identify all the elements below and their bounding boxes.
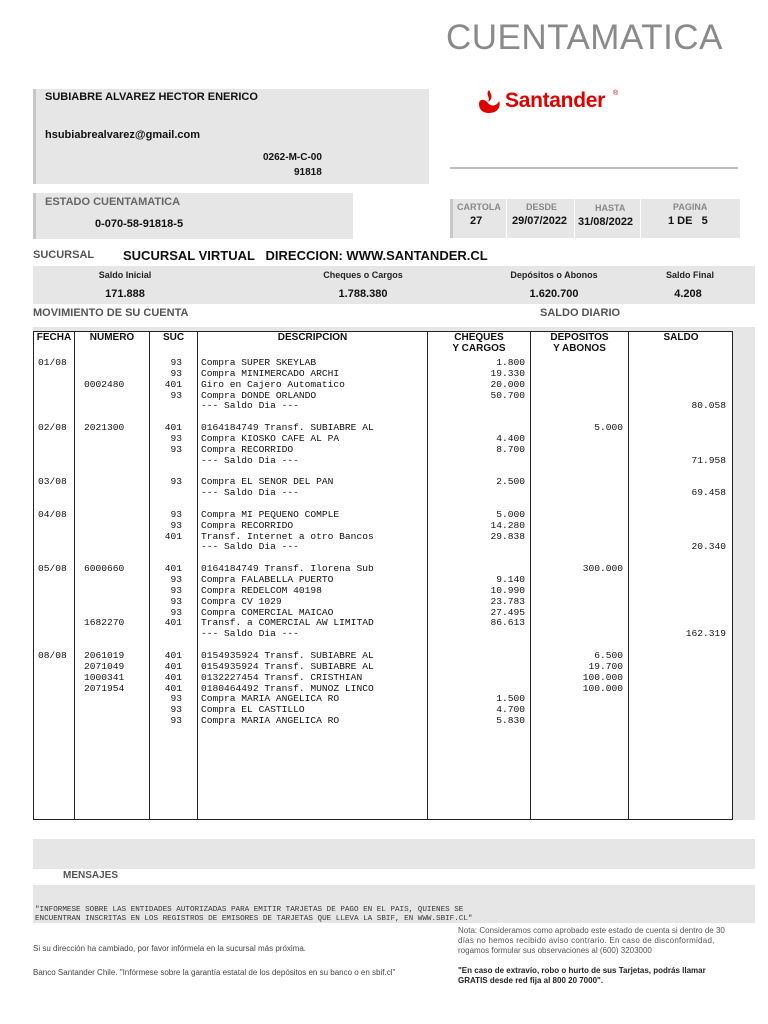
cell-abono: 5.000 [594,422,623,434]
alert-line-2: GRATIS desde red fija al 800 20 7000". [458,976,604,985]
col-numero: NUMERO [89,332,135,343]
cell-suc: 93 [170,574,182,585]
cell-cargo: 5.000 [496,508,525,520]
messages-label: MENSAJES [63,870,119,881]
cell-cargo: 10.990 [490,584,525,596]
cell-cargo: 14.280 [490,519,525,531]
message-line-2: ENCUENTRAN INSCRITAS EN LOS REGISTROS DE EMISORES DE TARJETAS QUE LLEVA LA SBIF, EN WWW.SBIF.CL" [35,915,473,923]
transactions-table [33,331,733,820]
message-line-1: "INFORMESE SOBRE LAS ENTIDADES AUTORIZADAS PARA EMITIR TARJETAS DE PAGO EN EL PAIS, QUIENES SE [35,906,464,914]
cell-desc: --- Saldo Dia --- [201,487,299,499]
table-row [34,629,732,640]
client-email: hsubiabrealvarez@gmail.com [45,129,201,141]
cell-desc: Compra MINIMERCADO ARCHI [201,367,340,379]
cell-saldo: 69.458 [691,487,726,499]
account-number: 0-070-58-91818-5 [95,218,184,230]
table-row [34,434,732,445]
cell-suc: 401 [164,422,182,434]
table-row [34,456,732,467]
table-row [34,380,732,391]
client-code-2: 91818 [294,167,322,178]
cell-suc: 93 [170,595,182,607]
cell-suc: 93 [170,357,182,368]
cell-cargo: 9.140 [496,574,525,585]
cell-desc: Compra KIOSKO CAFE AL PA [201,432,340,444]
cell-desc: 0154935924 Transf. SUBIABRE AL [201,649,374,661]
cell-suc: 93 [170,432,182,444]
col-saldo: SALDO [663,332,699,343]
cell-numero: 2071049 [84,660,125,672]
cell-suc: 93 [170,704,182,716]
cell-desc: Compra RECORRIDO [201,519,294,531]
table-row [34,608,732,619]
cell-desc: --- Saldo Dia --- [201,454,299,466]
cell-fecha: 05/08 [38,563,67,575]
cell-desc: Compra COMERCIAL MAICAO [201,606,334,618]
hasta-value: 31/08/2022 [578,216,634,228]
cell-suc: 401 [164,671,182,683]
cartola-value: 27 [470,215,483,227]
pagina-value: 1 DE 5 [668,215,708,227]
cell-desc: 0132227454 Transf. CRISTHIAN [201,671,363,683]
table-row [34,358,732,369]
cell-abono: 100.000 [582,671,623,683]
santander-logo: Santander ® [476,88,626,118]
col-cheques: CHEQUES Y CARGOS [452,332,506,354]
table-row [34,401,732,412]
cell-suc: 93 [170,476,182,488]
cell-cargo: 23.783 [490,595,525,607]
cell-cargo: 19.330 [490,367,525,379]
cell-cargo: 1.500 [496,693,525,705]
col-fecha: FECHA [36,332,72,343]
cell-suc: 93 [170,606,182,618]
document-title: CUENTAMATICA [446,18,723,57]
cell-desc: Compra CV 1029 [201,595,282,607]
cheques-value: 1.788.380 [338,288,388,300]
cell-suc: 93 [170,715,182,727]
saldo-inicial-value: 171.888 [105,288,145,300]
cell-desc: --- Saldo Dia --- [201,400,299,412]
cell-suc: 401 [164,649,182,661]
table-row [34,542,732,553]
table-row [34,618,732,629]
address-change-note: Si su dirección ha cambiado, por favor infórmela en la sucursal más próxima. [33,944,307,953]
cell-fecha: 02/08 [38,422,67,434]
cell-fecha: 04/08 [38,508,67,520]
table-row [34,597,732,608]
santander-wordmark: Santander [505,89,605,112]
cell-desc: Compra EL CASTILLO [201,704,305,716]
cell-abono: 19.700 [588,660,623,672]
col-descripcion: DESCRIPCION [277,332,348,343]
table-row [34,564,732,575]
desde-label: DESDE [526,202,558,212]
cell-fecha: 01/08 [38,357,67,368]
cell-suc: 93 [170,508,182,520]
cell-cargo: 5.830 [496,715,525,727]
client-code-1: 0262-M-C-00 [263,152,322,163]
table-row [34,423,732,434]
cell-desc: --- Saldo Dia --- [201,541,299,553]
table-row [34,716,732,727]
cell-desc: Compra RECORRIDO [201,443,294,455]
cell-abono: 300.000 [582,563,623,575]
table-row [34,369,732,380]
cell-suc: 401 [164,563,182,575]
col-depositos: DEPOSITOS Y ABONOS [550,332,609,354]
table-row [34,532,732,543]
cell-numero: 1682270 [84,617,125,629]
cell-saldo: 20.340 [691,541,726,553]
cell-saldo: 80.058 [691,400,726,412]
cell-numero: 2071954 [84,682,125,694]
cell-numero: 2061019 [84,649,125,661]
guarantee-note: Banco Santander Chile. "Infórmese sobre la garantía estatal de los depósitos en su banco o en sbif.cl" [33,968,396,977]
cell-suc: 93 [170,389,182,401]
cell-desc: 0164184749 Transf. Ilorena Sub [201,563,374,575]
depositos-label: Depósitos o Abonos [510,270,598,280]
alert-line-1: "En caso de extravío, robo o hurto de sus Tarjetas, podrás llamar [458,966,706,975]
cell-suc: 93 [170,367,182,379]
cheques-label: Cheques o Cargos [323,270,403,280]
cell-numero: 0002480 [84,378,125,390]
table-row [34,575,732,586]
cell-cargo: 29.838 [490,530,525,542]
cell-desc: Transf. a COMERCIAL AW LIMITAD [201,617,374,629]
hasta-label: HASTA [595,203,626,213]
pagina-label: PAGINA [673,202,708,212]
client-name: SUBIABRE ALVAREZ HECTOR ENERICO [45,91,258,103]
cell-desc: 0164184749 Transf. SUBIABRE AL [201,422,374,434]
cell-suc: 401 [164,530,182,542]
cell-desc: Compra MI PEQUENO COMPLE [201,508,340,520]
table-row [34,521,732,532]
table-row [34,662,732,673]
table-row [34,684,732,695]
cell-cargo: 86.613 [490,617,525,629]
cell-desc: Compra EL SENOR DEL PAN [201,476,334,488]
cell-desc: Compra MARIA ANGELICA RO [201,715,340,727]
cell-desc: --- Saldo Dia --- [201,628,299,640]
santander-flame-icon [476,89,502,115]
cell-cargo: 8.700 [496,443,525,455]
nota-line-1: Nota: Consideramos como aprobado este estado de cuenta si dentro de 30 [458,926,725,935]
cell-suc: 93 [170,693,182,705]
cell-desc: Compra DONDE ORLANDO [201,389,317,401]
cell-suc: 401 [164,660,182,672]
cell-abono: 6.500 [594,649,623,661]
cell-cargo: 1.800 [496,357,525,368]
cell-desc: Transf. Internet a otro Bancos [201,530,374,542]
table-row [34,586,732,597]
branch-label: SUCURSAL [33,249,95,261]
table-row [34,391,732,402]
table-row [34,705,732,716]
cell-suc: 401 [164,378,182,390]
cell-cargo: 4.700 [496,704,525,716]
table-row [34,673,732,684]
table-row [34,445,732,456]
branch-value: SUCURSAL VIRTUAL DIRECCION: WWW.SANTANDER.CL [123,248,488,263]
cell-desc: 0180464492 Transf. MUNOZ LINCO [201,682,374,694]
cell-desc: 0154935924 Transf. SUBIABRE AL [201,660,374,672]
cell-saldo: 71.958 [691,454,726,466]
cell-abono: 100.000 [582,682,623,694]
table-row [34,477,732,488]
cell-suc: 93 [170,443,182,455]
cell-suc: 93 [170,519,182,531]
desde-value: 29/07/2022 [512,215,568,227]
cell-desc: Compra REDELCOM 40198 [201,584,322,596]
cell-fecha: 03/08 [38,476,67,488]
cell-cargo: 20.000 [490,378,525,390]
depositos-value: 1.620.700 [529,288,579,300]
cell-cargo: 27.495 [490,606,525,618]
cell-suc: 401 [164,682,182,694]
cell-cargo: 50.700 [490,389,525,401]
col-suc: SUC [162,332,185,343]
table-row [34,510,732,521]
saldo-inicial-label: Saldo Inicial [98,270,152,280]
cell-cargo: 4.400 [496,432,525,444]
saldo-final-label: Saldo Final [665,270,714,280]
account-label: ESTADO CUENTAMATICA [45,196,181,208]
cell-numero: 6000660 [84,563,125,575]
cell-fecha: 08/08 [38,649,67,661]
saldo-diario-label: SALDO DIARIO [540,307,621,319]
cell-numero: 1000341 [84,671,125,683]
cell-suc: 401 [164,617,182,629]
cell-numero: 2021300 [84,422,125,434]
cell-suc: 93 [170,584,182,596]
nota-line-2: días no hemos recibido aviso contrario. En caso de disconformidad, [458,936,715,945]
nota-line-3: rogamos formular sus observaciones al (600) 3203000 [458,946,652,955]
cell-desc: Compra MARIA ANGELICA RO [201,693,340,705]
cell-desc: Giro en Cajero Automatico [201,378,345,390]
saldo-final-value: 4.208 [674,288,702,300]
cell-cargo: 2.500 [496,476,525,488]
cell-saldo: 162.319 [685,628,726,640]
table-row [34,694,732,705]
cartola-label: CARTOLA [457,202,501,212]
table-row [34,488,732,499]
cell-desc: Compra SUPER SKEYLAB [201,357,317,368]
table-row [34,651,732,662]
movimiento-label: MOVIMIENTO DE SU CUENTA [33,307,189,319]
cell-desc: Compra FALABELLA PUERTO [201,574,334,585]
